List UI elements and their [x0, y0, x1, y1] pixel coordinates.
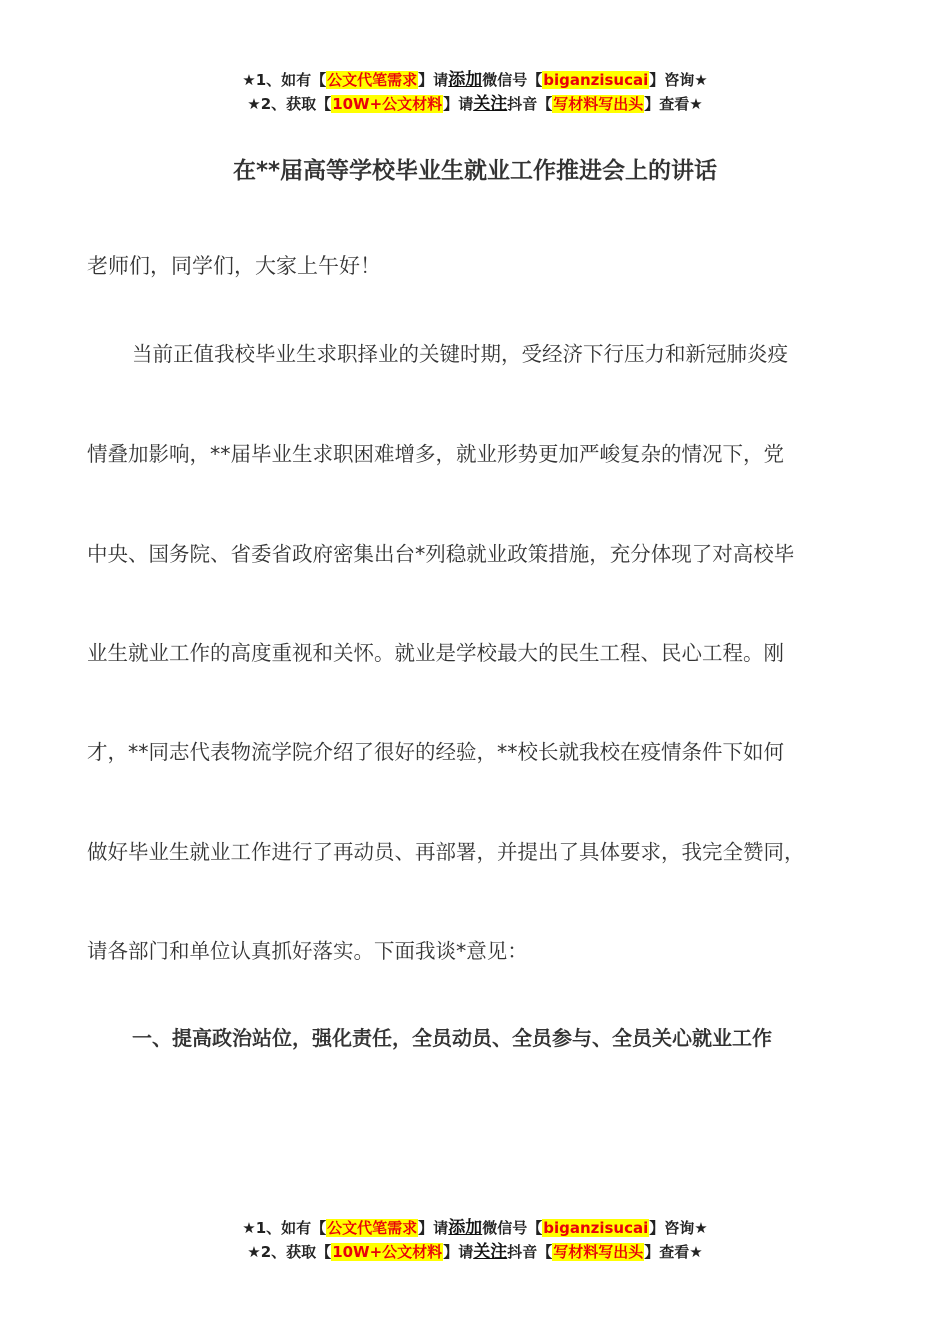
greeting: 老师们，同学们，大家上午好！	[87, 254, 381, 278]
footer-banner	[0, 1216, 950, 1264]
banner-emphasis: 关注	[473, 1242, 508, 1262]
banner-text: 】请	[418, 71, 449, 89]
banner-line-2	[0, 1240, 950, 1264]
banner-text: 】查看★	[644, 1243, 703, 1261]
paragraph-line: 中央、国务院、省委省政府密集出台*列稳就业政策措施，充分体现了对高校毕	[87, 542, 795, 566]
banner-text: 抖音【	[507, 95, 553, 113]
banner-text: 微信号【	[482, 71, 543, 89]
banner-highlight: 10W+公文材料	[332, 1243, 443, 1261]
banner-text: ★1、如有【	[242, 71, 327, 89]
paragraph-line: 情叠加影响，**届毕业生求职困难增多，就业形势更加严峻复杂的情况下，党	[87, 442, 784, 466]
document-title: 在**届高等学校毕业生就业工作推进会上的讲话	[232, 158, 718, 184]
banner-text: 微信号【	[482, 1219, 543, 1237]
banner-emphasis: 添加	[448, 70, 483, 90]
paragraph-line: 当前正值我校毕业生求职择业的关键时期，受经济下行压力和新冠肺炎疫	[132, 342, 788, 366]
banner-highlight: 10W+公文材料	[332, 95, 443, 113]
banner-text: 】查看★	[644, 95, 703, 113]
banner-highlight: 写材料写出头	[553, 95, 644, 113]
banner-text: 】请	[443, 95, 474, 113]
banner-text: 】请	[443, 1243, 474, 1261]
banner-text: ★2、获取【	[247, 1243, 332, 1261]
banner-text: 抖音【	[507, 1243, 553, 1261]
paragraph-line: 请各部门和单位认真抓好落实。下面我谈*意见：	[87, 939, 528, 963]
banner-text: ★1、如有【	[242, 1219, 327, 1237]
banner-text: 】请	[418, 1219, 449, 1237]
banner-line-1	[0, 1216, 950, 1240]
section-heading: 一、提高政治站位，强化责任，全员动员、全员参与、全员关心就业工作	[132, 1026, 772, 1050]
header-banner	[0, 68, 950, 116]
paragraph-line: 做好毕业生就业工作进行了再动员、再部署，并提出了具体要求，我完全赞同，	[87, 840, 805, 864]
banner-text: ★2、获取【	[247, 95, 332, 113]
banner-highlight: 写材料写出头	[553, 1243, 644, 1261]
banner-line-1	[0, 68, 950, 92]
banner-text: 】咨询★	[649, 71, 708, 89]
banner-highlight: 公文代笔需求	[327, 1219, 418, 1237]
banner-line-2	[0, 92, 950, 116]
banner-emphasis: 关注	[473, 94, 508, 114]
banner-highlight: biganzisucai	[543, 1219, 649, 1237]
paragraph-line: 业生就业工作的高度重视和关怀。就业是学校最大的民生工程、民心工程。刚	[87, 641, 784, 665]
banner-highlight: biganzisucai	[543, 71, 649, 89]
banner-highlight: 公文代笔需求	[327, 71, 418, 89]
paragraph-line: 才，**同志代表物流学院介绍了很好的经验，**校长就我校在疫情条件下如何	[87, 740, 784, 764]
banner-text: 】咨询★	[649, 1219, 708, 1237]
banner-emphasis: 添加	[448, 1218, 483, 1238]
